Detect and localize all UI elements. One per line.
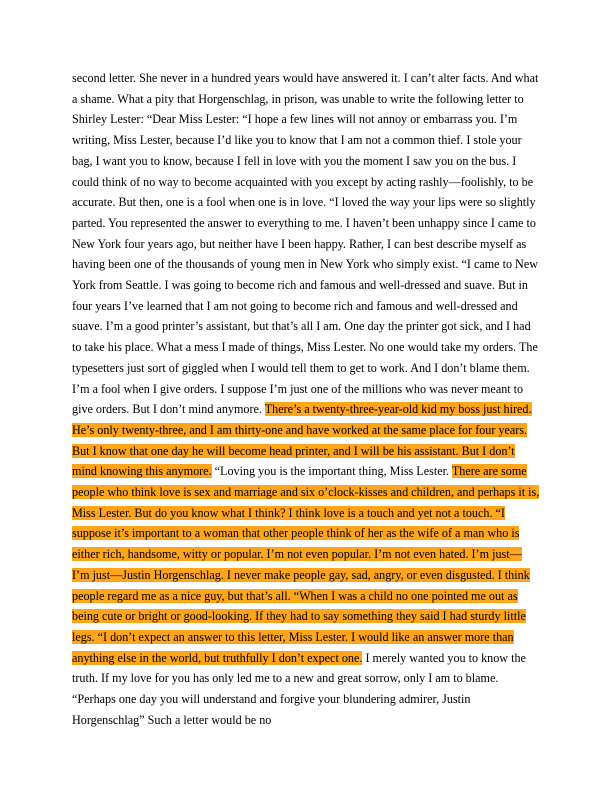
text-segment: I merely wanted you to know the truth. If my love for you has only led me to a new and great sorrow, only I am to blame. “Perhaps one day you will understand and forgive your blundering admirer, Justin Horgenschlag” Such a letter would be no (72, 650, 526, 727)
text-segment: “Loving you is the important thing, Miss Lester. (211, 464, 452, 479)
highlighted-text-segment: There are some people who think love is sex and marriage and six o’clock-kisses and children, and perhaps it is, Miss Lester. But do you know what I think? I think love is a touch and yet not a touch. “I suppose it’s important to a woman that other people think of her as the wife of a man who is either rich, handsome, witty or popular. I’m not even popular. I’m not even hated. I’m just— I’m just—Justin Horgenschlag. I never make people gay, sad, angry, or even disgusted. I think people regard me as a nice guy, but that’s all. “When I was a child no one pointed me out as being cute or bright or good-looking. If they had to say something they said I had sturdy little legs. “I don’t expect an answer to this letter, Miss Lester. I would like an answer more than anything else in the world, but truthfully I don’t expect one. (72, 464, 540, 665)
highlighted-text-segment: There’s a twenty-three-year-old kid my boss just hired. He’s only twenty-three, and I am thirty-one and have worked at the same place for four years. But I know that one day he will become head printer, and I will be his assistant. But I don’t mind knowing this anymore. (72, 402, 532, 479)
body-paragraph (72, 68, 542, 731)
text-segment: second letter. She never in a hundred years would have answered it. I can’t alter facts. And what a shame. What a pity that Horgenschlag, in prison, was unable to write the following letter to Shirley Lester: “Dear Miss Lester: “I hope a few lines will not annoy or embarrass you. I’m writing, Miss Lester, because I’d like you to know that I am not a common thief. I stole your bag, I want you to know, because I fell in love with you the moment I saw you on the bus. I could think of no way to become acquainted with you except by acting rashly—foolishly, to be accurate. But then, one is a fool when one is in love. “I loved the way your lips were so slightly parted. You represented the answer to everything to me. I haven’t been unhappy since I came to New York four years ago, but neither have I been happy. Rather, I can best describe myself as having been one of the thousands of young men in New York who simply exist. “I came to New York from Seattle. I was going to become rich and famous and well-dressed and suave. But in four years I’ve learned that I am not going to become rich and famous and well-dressed and suave. I’m a good printer’s assistant, but that’s all I am. One day the printer got sick, and I had to take his place. What a mess I made of things, Miss Lester. No one would take my orders. The typesetters just sort of giggled when I would tell them to get to work. And I don’t blame them. I’m a fool when I give orders. I suppose I’m just one of the millions who was never meant to give orders. But I don’t mind anymore. (72, 71, 539, 417)
